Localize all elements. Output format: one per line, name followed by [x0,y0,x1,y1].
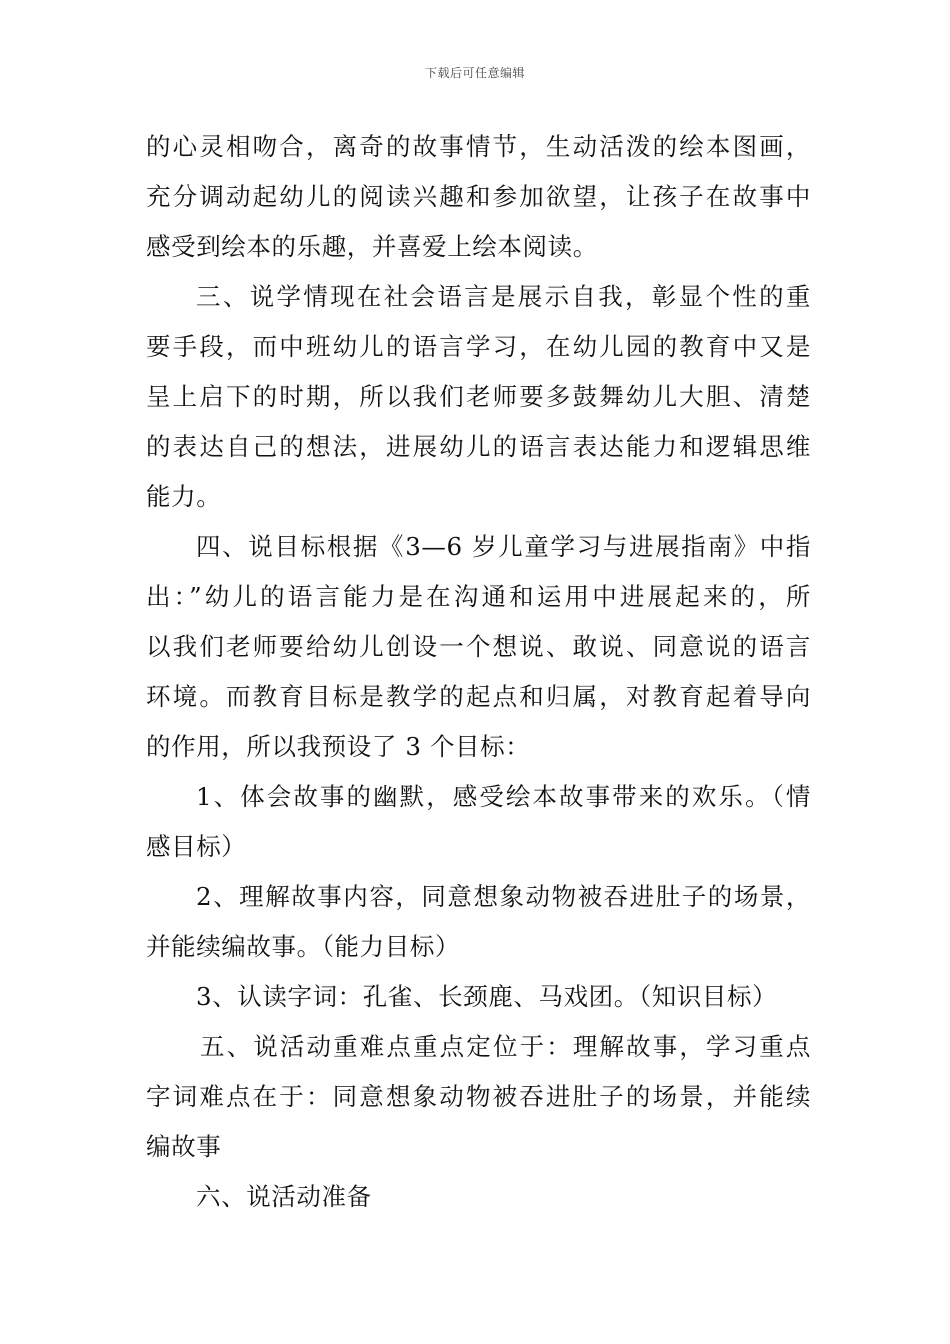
page-header-note: 下载后可任意编辑 [424,66,525,80]
section-heading-line: 三、说学情现在社会语言是展示自我，彰显个性的重 [196,282,811,311]
paragraph-line: 字词难点在于：同意想象动物被吞进肚子的场景，并能续 [146,1082,811,1111]
paragraph-line: 感目标） [146,832,247,861]
paragraph-line: 的作用，所以我预设了 3 个目标： [146,732,531,761]
paragraph-line: 环境。而教育目标是教学的起点和归属，对教育起着导向 [146,682,811,711]
paragraph-line: 以我们老师要给幼儿创设一个想说、敢说、同意说的语言 [146,632,811,661]
list-item-line: 2、理解故事内容，同意想象动物被吞进肚子的场景， [196,882,811,911]
paragraph-line: 能力。 [146,482,222,511]
list-item-line: 1、体会故事的幽默，感受绘本故事带来的欢乐。（情 [196,782,811,811]
paragraph-line: 呈上启下的时期，所以我们老师要多鼓舞幼儿大胆、清楚 [146,382,811,411]
paragraph-line: 出：”幼儿的语言能力是在沟通和运用中进展起来的，所 [146,582,811,611]
paragraph-line: 感受到绘本的乐趣，并喜爱上绘本阅读。 [146,232,598,261]
paragraph-line: 并能续编故事。（能力目标） [146,932,461,961]
paragraph-line: 编故事 [146,1132,222,1161]
paragraph-line: 的心灵相吻合，离奇的故事情节，生动活泼的绘本图画， [146,132,811,161]
paragraph-line: 充分调动起幼儿的阅读兴趣和参加欲望，让孩子在故事中 [146,182,811,211]
paragraph-line: 要手段，而中班幼儿的语言学习，在幼儿园的教育中又是 [146,332,811,361]
paragraph-line: 的表达自己的想法，进展幼儿的语言表达能力和逻辑思维 [146,432,811,461]
section-heading-line: 四、说目标根据《3—6 岁儿童学习与进展指南》中指 [196,532,811,561]
list-item-line: 3、认读字词：孔雀、长颈鹿、马戏团。（知识目标） [196,982,778,1011]
document-body [146,122,811,1222]
section-heading-line: 六、说活动准备 [196,1182,372,1211]
section-heading-line: 五、说活动重难点重点定位于：理解故事，学习重点 [200,1032,811,1061]
